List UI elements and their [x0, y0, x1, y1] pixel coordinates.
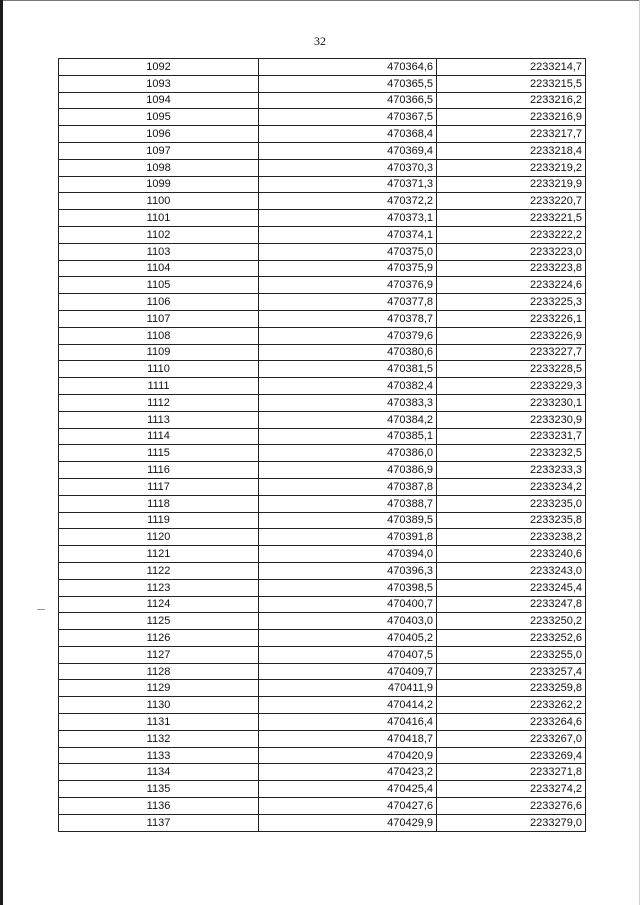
y-coordinate-cell: 2233269,4 — [437, 747, 586, 764]
point-number-cell: 1123 — [59, 579, 259, 596]
point-number-cell: 1122 — [59, 562, 259, 579]
table-row — [59, 176, 586, 193]
y-coordinate-cell: 2233230,9 — [437, 411, 586, 428]
y-coordinate-cell: 2233217,7 — [437, 126, 586, 143]
table-row — [59, 226, 586, 243]
x-coordinate-cell: 470367,5 — [259, 109, 437, 126]
point-number-cell: 1107 — [59, 310, 259, 327]
x-coordinate-cell: 470368,4 — [259, 126, 437, 143]
point-number-cell: 1130 — [59, 697, 259, 714]
x-coordinate-cell: 470425,4 — [259, 781, 437, 798]
point-number-cell: 1116 — [59, 462, 259, 479]
table-row — [59, 814, 586, 831]
y-coordinate-cell: 2233255,0 — [437, 646, 586, 663]
table-row — [59, 462, 586, 479]
y-coordinate-cell: 2233250,2 — [437, 613, 586, 630]
x-coordinate-cell: 470373,1 — [259, 210, 437, 227]
x-coordinate-cell: 470394,0 — [259, 546, 437, 563]
table-row — [59, 109, 586, 126]
x-coordinate-cell: 470423,2 — [259, 764, 437, 781]
x-coordinate-cell: 470414,2 — [259, 697, 437, 714]
y-coordinate-cell: 2233240,6 — [437, 546, 586, 563]
point-number-cell: 1099 — [59, 176, 259, 193]
table-row — [59, 126, 586, 143]
table-row — [59, 445, 586, 462]
x-coordinate-cell: 470407,5 — [259, 646, 437, 663]
x-coordinate-cell: 470420,9 — [259, 747, 437, 764]
x-coordinate-cell: 470385,1 — [259, 428, 437, 445]
y-coordinate-cell: 2233238,2 — [437, 529, 586, 546]
point-number-cell: 1120 — [59, 529, 259, 546]
scan-mark — [37, 609, 45, 610]
point-number-cell: 1098 — [59, 159, 259, 176]
x-coordinate-cell: 470374,1 — [259, 226, 437, 243]
point-number-cell: 1114 — [59, 428, 259, 445]
point-number-cell: 1125 — [59, 613, 259, 630]
table-row — [59, 411, 586, 428]
point-number-cell: 1094 — [59, 92, 259, 109]
table-row — [59, 747, 586, 764]
point-number-cell: 1111 — [59, 378, 259, 395]
x-coordinate-cell: 470411,9 — [259, 680, 437, 697]
point-number-cell: 1103 — [59, 243, 259, 260]
x-coordinate-cell: 470418,7 — [259, 730, 437, 747]
table-row — [59, 730, 586, 747]
point-number-cell: 1097 — [59, 142, 259, 159]
y-coordinate-cell: 2233219,2 — [437, 159, 586, 176]
y-coordinate-cell: 2233271,8 — [437, 764, 586, 781]
y-coordinate-cell: 2233228,5 — [437, 361, 586, 378]
point-number-cell: 1105 — [59, 277, 259, 294]
y-coordinate-cell: 2233235,8 — [437, 512, 586, 529]
table-row — [59, 546, 586, 563]
point-number-cell: 1118 — [59, 495, 259, 512]
y-coordinate-cell: 2233223,8 — [437, 260, 586, 277]
table-row — [59, 798, 586, 815]
table-row — [59, 310, 586, 327]
page-number: 32 — [314, 34, 326, 48]
y-coordinate-cell: 2233216,2 — [437, 92, 586, 109]
table-row — [59, 327, 586, 344]
table-row — [59, 378, 586, 395]
x-coordinate-cell: 470375,9 — [259, 260, 437, 277]
x-coordinate-cell: 470386,0 — [259, 445, 437, 462]
y-coordinate-cell: 2233225,3 — [437, 294, 586, 311]
table-row — [59, 361, 586, 378]
x-coordinate-cell: 470383,3 — [259, 394, 437, 411]
y-coordinate-cell: 2233274,2 — [437, 781, 586, 798]
x-coordinate-cell: 470375,0 — [259, 243, 437, 260]
x-coordinate-cell: 470376,9 — [259, 277, 437, 294]
x-coordinate-cell: 470380,6 — [259, 344, 437, 361]
y-coordinate-cell: 2233215,5 — [437, 75, 586, 92]
x-coordinate-cell: 470427,6 — [259, 798, 437, 815]
scan-left-edge — [0, 0, 3, 905]
y-coordinate-cell: 2233226,9 — [437, 327, 586, 344]
y-coordinate-cell: 2233220,7 — [437, 193, 586, 210]
y-coordinate-cell: 2233219,9 — [437, 176, 586, 193]
table-row — [59, 613, 586, 630]
x-coordinate-cell: 470379,6 — [259, 327, 437, 344]
point-number-cell: 1112 — [59, 394, 259, 411]
y-coordinate-cell: 2233224,6 — [437, 277, 586, 294]
y-coordinate-cell: 2233257,4 — [437, 663, 586, 680]
x-coordinate-cell: 470416,4 — [259, 714, 437, 731]
point-number-cell: 1115 — [59, 445, 259, 462]
y-coordinate-cell: 2233226,1 — [437, 310, 586, 327]
point-number-cell: 1093 — [59, 75, 259, 92]
table-row — [59, 697, 586, 714]
x-coordinate-cell: 470386,9 — [259, 462, 437, 479]
y-coordinate-cell: 2233233,3 — [437, 462, 586, 479]
point-number-cell: 1128 — [59, 663, 259, 680]
point-number-cell: 1134 — [59, 764, 259, 781]
y-coordinate-cell: 2233245,4 — [437, 579, 586, 596]
point-number-cell: 1117 — [59, 478, 259, 495]
y-coordinate-cell: 2233222,2 — [437, 226, 586, 243]
y-coordinate-cell: 2233267,0 — [437, 730, 586, 747]
y-coordinate-cell: 2233264,6 — [437, 714, 586, 731]
y-coordinate-cell: 2233235,0 — [437, 495, 586, 512]
y-coordinate-cell: 2233218,4 — [437, 142, 586, 159]
point-number-cell: 1096 — [59, 126, 259, 143]
point-number-cell: 1136 — [59, 798, 259, 815]
table-row — [59, 277, 586, 294]
point-number-cell: 1102 — [59, 226, 259, 243]
x-coordinate-cell: 470396,3 — [259, 562, 437, 579]
x-coordinate-cell: 470381,5 — [259, 361, 437, 378]
x-coordinate-cell: 470389,5 — [259, 512, 437, 529]
x-coordinate-cell: 470388,7 — [259, 495, 437, 512]
x-coordinate-cell: 470403,0 — [259, 613, 437, 630]
table-row — [59, 579, 586, 596]
x-coordinate-cell: 470384,2 — [259, 411, 437, 428]
point-number-cell: 1104 — [59, 260, 259, 277]
point-number-cell: 1108 — [59, 327, 259, 344]
y-coordinate-cell: 2233230,1 — [437, 394, 586, 411]
table-row — [59, 478, 586, 495]
y-coordinate-cell: 2233231,7 — [437, 428, 586, 445]
table-row — [59, 512, 586, 529]
table-row — [59, 59, 586, 76]
point-number-cell: 1100 — [59, 193, 259, 210]
table-row — [59, 193, 586, 210]
table-row — [59, 764, 586, 781]
table-row — [59, 159, 586, 176]
x-coordinate-cell: 470382,4 — [259, 378, 437, 395]
x-coordinate-cell: 470364,6 — [259, 59, 437, 76]
y-coordinate-cell: 2233221,5 — [437, 210, 586, 227]
table-row — [59, 210, 586, 227]
y-coordinate-cell: 2233243,0 — [437, 562, 586, 579]
table-row — [59, 680, 586, 697]
x-coordinate-cell: 470409,7 — [259, 663, 437, 680]
y-coordinate-cell: 2233247,8 — [437, 596, 586, 613]
x-coordinate-cell: 470429,9 — [259, 814, 437, 831]
x-coordinate-cell: 470387,8 — [259, 478, 437, 495]
table-row — [59, 596, 586, 613]
y-coordinate-cell: 2233214,7 — [437, 59, 586, 76]
x-coordinate-cell: 470365,5 — [259, 75, 437, 92]
table-row — [59, 142, 586, 159]
point-number-cell: 1129 — [59, 680, 259, 697]
table-body — [59, 59, 586, 832]
point-number-cell: 1131 — [59, 714, 259, 731]
point-number-cell: 1127 — [59, 646, 259, 663]
x-coordinate-cell: 470405,2 — [259, 630, 437, 647]
x-coordinate-cell: 470371,3 — [259, 176, 437, 193]
point-number-cell: 1113 — [59, 411, 259, 428]
point-number-cell: 1109 — [59, 344, 259, 361]
point-number-cell: 1126 — [59, 630, 259, 647]
point-number-cell: 1135 — [59, 781, 259, 798]
x-coordinate-cell: 470398,5 — [259, 579, 437, 596]
table-row — [59, 529, 586, 546]
scan-top-edge — [0, 0, 640, 1]
y-coordinate-cell: 2233232,5 — [437, 445, 586, 462]
x-coordinate-cell: 470366,5 — [259, 92, 437, 109]
table-row — [59, 260, 586, 277]
y-coordinate-cell: 2233223,0 — [437, 243, 586, 260]
point-number-cell: 1110 — [59, 361, 259, 378]
table-row — [59, 428, 586, 445]
y-coordinate-cell: 2233216,9 — [437, 109, 586, 126]
x-coordinate-cell: 470400,7 — [259, 596, 437, 613]
y-coordinate-cell: 2233262,2 — [437, 697, 586, 714]
x-coordinate-cell: 470369,4 — [259, 142, 437, 159]
table-row — [59, 663, 586, 680]
x-coordinate-cell: 470391,8 — [259, 529, 437, 546]
table-row — [59, 646, 586, 663]
table-row — [59, 781, 586, 798]
y-coordinate-cell: 2233229,3 — [437, 378, 586, 395]
x-coordinate-cell: 470372,2 — [259, 193, 437, 210]
y-coordinate-cell: 2233276,6 — [437, 798, 586, 815]
x-coordinate-cell: 470377,8 — [259, 294, 437, 311]
y-coordinate-cell: 2233259,8 — [437, 680, 586, 697]
coordinates-table — [58, 58, 586, 832]
table-row — [59, 714, 586, 731]
point-number-cell: 1092 — [59, 59, 259, 76]
table-row — [59, 394, 586, 411]
y-coordinate-cell: 2233252,6 — [437, 630, 586, 647]
point-number-cell: 1124 — [59, 596, 259, 613]
table-row — [59, 92, 586, 109]
point-number-cell: 1133 — [59, 747, 259, 764]
point-number-cell: 1106 — [59, 294, 259, 311]
x-coordinate-cell: 470378,7 — [259, 310, 437, 327]
y-coordinate-cell: 2233227,7 — [437, 344, 586, 361]
table-row — [59, 294, 586, 311]
table-row — [59, 495, 586, 512]
point-number-cell: 1132 — [59, 730, 259, 747]
table-row — [59, 344, 586, 361]
y-coordinate-cell: 2233234,2 — [437, 478, 586, 495]
x-coordinate-cell: 470370,3 — [259, 159, 437, 176]
table-row — [59, 75, 586, 92]
point-number-cell: 1137 — [59, 814, 259, 831]
y-coordinate-cell: 2233279,0 — [437, 814, 586, 831]
point-number-cell: 1095 — [59, 109, 259, 126]
point-number-cell: 1101 — [59, 210, 259, 227]
table-row — [59, 562, 586, 579]
table-row — [59, 243, 586, 260]
point-number-cell: 1121 — [59, 546, 259, 563]
table-row — [59, 630, 586, 647]
point-number-cell: 1119 — [59, 512, 259, 529]
